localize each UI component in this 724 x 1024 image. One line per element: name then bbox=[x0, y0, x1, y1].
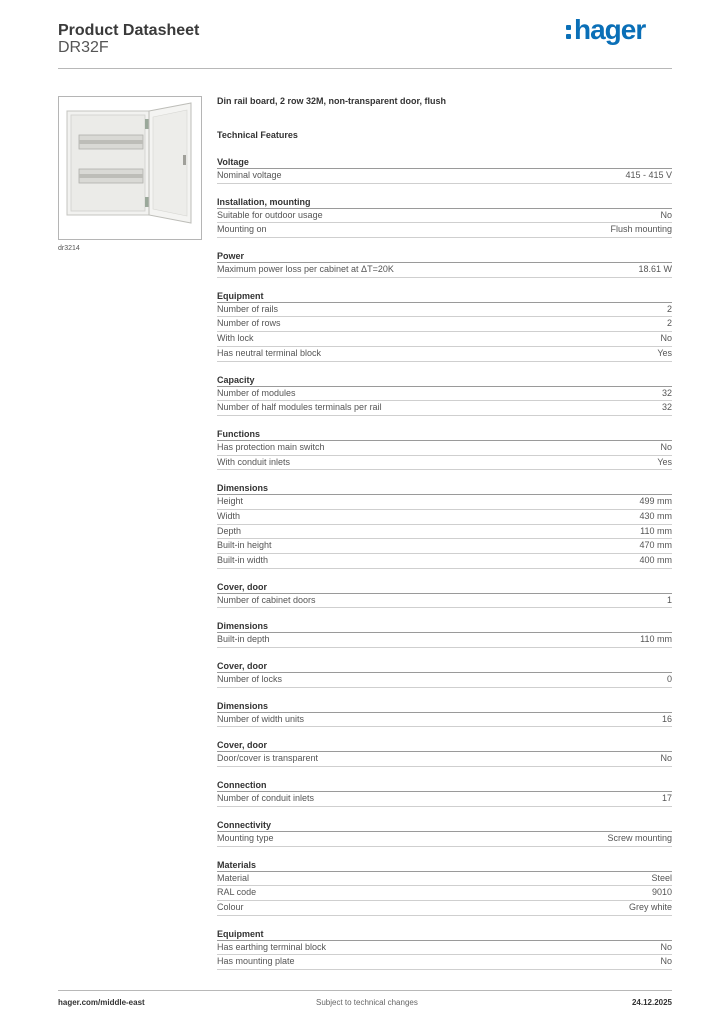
product-code: DR32F bbox=[58, 39, 109, 56]
spec-row bbox=[217, 752, 672, 767]
feature-section bbox=[217, 156, 672, 184]
section-heading: Dimensions bbox=[217, 700, 672, 713]
spec-row bbox=[217, 303, 672, 318]
logo-dots bbox=[566, 25, 571, 39]
spec-value: 499 mm bbox=[639, 496, 672, 507]
feature-section bbox=[217, 660, 672, 688]
spec-label: Has mounting plate bbox=[217, 956, 295, 967]
feature-section bbox=[217, 374, 672, 416]
distribution-board-image bbox=[59, 97, 201, 239]
spec-label: Material bbox=[217, 872, 250, 883]
section-heading: Voltage bbox=[217, 156, 672, 169]
spec-value: Grey white bbox=[628, 901, 672, 912]
spec-value: Yes bbox=[657, 456, 672, 467]
feature-section bbox=[217, 700, 672, 728]
hager-logo bbox=[566, 14, 645, 46]
spec-label: Number of half modules terminals per rail bbox=[217, 402, 382, 413]
section-heading: Capacity bbox=[217, 374, 672, 387]
section-heading: Materials bbox=[217, 859, 672, 872]
spec-label: Suitable for outdoor usage bbox=[217, 209, 323, 220]
spec-label: Built-in height bbox=[217, 540, 272, 551]
technical-features-heading: Technical Features bbox=[217, 130, 298, 140]
spec-row bbox=[217, 317, 672, 332]
spec-value: 110 mm bbox=[640, 634, 672, 645]
spec-label: Mounting on bbox=[217, 224, 267, 235]
spec-row bbox=[217, 955, 672, 970]
spec-value: Yes bbox=[657, 347, 672, 358]
spec-value: 17 bbox=[661, 793, 672, 804]
spec-value: 32 bbox=[661, 387, 672, 398]
section-heading: Power bbox=[217, 250, 672, 263]
spec-row bbox=[217, 886, 672, 901]
feature-section bbox=[217, 196, 672, 238]
feature-section bbox=[217, 482, 672, 568]
spec-label: Width bbox=[217, 510, 241, 521]
image-caption: dr3214 bbox=[58, 245, 80, 252]
logo-text: hager bbox=[574, 14, 646, 45]
section-heading: Equipment bbox=[217, 290, 672, 303]
spec-value: 2 bbox=[666, 318, 672, 329]
spec-value: Steel bbox=[651, 872, 672, 883]
spec-row bbox=[217, 594, 672, 609]
spec-label: With lock bbox=[217, 333, 254, 344]
section-heading: Connection bbox=[217, 779, 672, 792]
feature-section bbox=[217, 859, 672, 916]
spec-label: Door/cover is transparent bbox=[217, 753, 319, 764]
spec-label: Number of modules bbox=[217, 387, 296, 398]
feature-section bbox=[217, 290, 672, 362]
section-heading: Cover, door bbox=[217, 581, 672, 594]
feature-section bbox=[217, 819, 672, 847]
spec-label: Nominal voltage bbox=[217, 170, 282, 180]
spec-row bbox=[217, 441, 672, 456]
section-heading: Cover, door bbox=[217, 660, 672, 673]
spec-row bbox=[217, 673, 672, 688]
spec-label: Has protection main switch bbox=[217, 441, 325, 452]
spec-label: RAL code bbox=[217, 887, 257, 898]
feature-section bbox=[217, 428, 672, 470]
spec-row bbox=[217, 832, 672, 847]
spec-label: With conduit inlets bbox=[217, 456, 291, 467]
footer-date: 24.12.2025 bbox=[631, 998, 672, 1007]
spec-label: Built-in depth bbox=[217, 634, 270, 645]
spec-label: Number of width units bbox=[217, 713, 305, 724]
spec-label: Maximum power loss per cabinet at ΔT=20K bbox=[217, 264, 394, 275]
spec-row bbox=[217, 872, 672, 887]
spec-value: No bbox=[660, 333, 672, 344]
spec-value: 0 bbox=[666, 674, 672, 685]
technical-content bbox=[217, 96, 672, 970]
spec-value: 430 mm bbox=[639, 510, 672, 521]
section-heading: Dimensions bbox=[217, 620, 672, 633]
spec-value: No bbox=[660, 441, 672, 452]
spec-row bbox=[217, 713, 672, 728]
spec-label: Number of conduit inlets bbox=[217, 793, 315, 804]
header-divider bbox=[58, 68, 672, 69]
spec-row bbox=[217, 792, 672, 807]
spec-label: Height bbox=[217, 496, 244, 507]
spec-row bbox=[217, 209, 672, 224]
spec-value: 1 bbox=[666, 594, 672, 605]
spec-label: Has earthing terminal block bbox=[217, 941, 327, 952]
spec-value: 110 mm bbox=[640, 525, 672, 536]
spec-row bbox=[217, 456, 672, 471]
product-description: Din rail board, 2 row 32M, non-transparent door, flush bbox=[217, 96, 447, 106]
spec-label: Mounting type bbox=[217, 832, 274, 843]
section-heading: Dimensions bbox=[217, 482, 672, 495]
spec-value: 400 mm bbox=[639, 555, 672, 565]
section-heading: Functions bbox=[217, 428, 672, 441]
spec-label: Depth bbox=[217, 525, 242, 536]
product-image bbox=[58, 96, 202, 240]
spec-row bbox=[217, 332, 672, 347]
feature-section bbox=[217, 739, 672, 767]
spec-value: 16 bbox=[661, 713, 672, 724]
spec-row bbox=[217, 223, 672, 238]
spec-row bbox=[217, 901, 672, 916]
footer-website: hager.com/middle-east bbox=[58, 998, 145, 1007]
spec-value: Flush mounting bbox=[610, 224, 672, 235]
spec-value: 415 - 415 V bbox=[625, 170, 672, 180]
section-heading: Connectivity bbox=[217, 819, 672, 832]
feature-section bbox=[217, 581, 672, 609]
spec-value: 32 bbox=[661, 402, 672, 413]
spec-value: 9010 bbox=[651, 887, 672, 898]
section-heading: Installation, mounting bbox=[217, 196, 672, 209]
spec-row bbox=[217, 495, 672, 510]
spec-value: No bbox=[660, 956, 672, 967]
feature-section bbox=[217, 779, 672, 807]
spec-value: 2 bbox=[666, 303, 672, 314]
spec-label: Number of locks bbox=[217, 674, 283, 685]
footer-divider bbox=[58, 990, 672, 991]
spec-row bbox=[217, 401, 672, 416]
spec-label: Built-in width bbox=[217, 555, 269, 565]
spec-row bbox=[217, 263, 672, 278]
spec-value: No bbox=[660, 209, 672, 220]
page-title: Product Datasheet bbox=[58, 22, 200, 39]
spec-label: Number of rows bbox=[217, 318, 281, 329]
spec-label: Has neutral terminal block bbox=[217, 347, 322, 358]
spec-row bbox=[217, 169, 672, 184]
spec-row bbox=[217, 387, 672, 402]
spec-row bbox=[217, 525, 672, 540]
spec-row bbox=[217, 539, 672, 554]
feature-sections bbox=[217, 156, 672, 970]
spec-row bbox=[217, 941, 672, 956]
spec-label: Number of rails bbox=[217, 303, 279, 314]
spec-row bbox=[217, 633, 672, 648]
spec-label: Colour bbox=[217, 901, 244, 912]
spec-value: 18.61 W bbox=[638, 264, 672, 275]
spec-value: 470 mm bbox=[639, 540, 672, 551]
spec-row bbox=[217, 510, 672, 525]
feature-section bbox=[217, 250, 672, 278]
spec-row bbox=[217, 347, 672, 362]
spec-value: No bbox=[660, 753, 672, 764]
feature-section bbox=[217, 620, 672, 648]
spec-value: No bbox=[660, 941, 672, 952]
spec-row bbox=[217, 554, 672, 569]
footer-notice: Subject to technical changes bbox=[316, 998, 418, 1007]
spec-value: Screw mounting bbox=[607, 832, 672, 843]
section-heading: Equipment bbox=[217, 928, 672, 941]
section-heading: Cover, door bbox=[217, 739, 672, 752]
spec-label: Number of cabinet doors bbox=[217, 594, 316, 605]
feature-section bbox=[217, 928, 672, 970]
